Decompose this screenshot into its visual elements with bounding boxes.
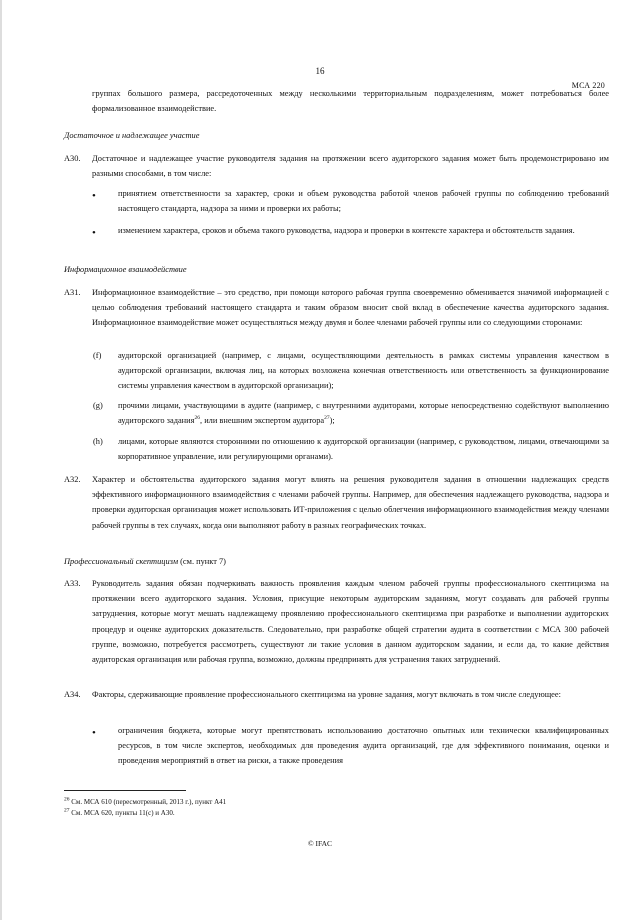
footnote-number-26: 26 (64, 796, 70, 803)
paragraph-label-a34: А34. (64, 690, 81, 699)
bullet-dot-icon: • (92, 190, 96, 202)
footnote-text-26: См. МСА 610 (пересмотренный, 2013 г.), пункт А41 (69, 798, 227, 806)
section-heading-skepticism-ref: (см. пункт 7) (178, 557, 226, 566)
document-code: МСА 220 (571, 81, 605, 90)
a34-bullet-1: ограничения бюджета, которые могут препятствовать использованию достаточно опытных или технически квалифицированных ресурсов, в том числе экспертов, необходимых для проведения аудита организаций, где для эффективного понимания, оценки и проведения мероприятий в ответ на риски, а также проведения (118, 726, 609, 766)
paragraph-a31: Информационное взаимодействие – это средство, при помощи которого рабочая группа своевременно обменивается значимой информацией с целью соблюдения требований настоящего стандарта и таким образом вносит свой вклад в обеспечение качества аудиторского задания. Информационное взаимодействие может осуществляться между двумя и более членами рабочей группы или со следующими сторонами: (92, 288, 609, 328)
list-item-h: лицами, которые являются сторонними по отношению к аудиторской организации (например, с руководством, лицами, отвечающими за корпоративное управление, или регулирующими органами). (118, 437, 609, 462)
paragraph-a30: Достаточное и надлежащее участие руководителя задания на протяжении всего аудиторского задания может быть продемонстрировано им разными способами, в том числе: (92, 154, 609, 179)
paragraph-a34: Факторы, сдерживающие проявление профессионального скептицизма на уровне задания, могут включать в том числе следующее: (92, 690, 561, 699)
a30-bullet-1: принятием ответственности за характер, сроки и объем руководства работой членов рабочей группы по соблюдению требований настоящего стандарта, надзора за ними и проверки их работы; (118, 189, 609, 214)
footnote-26 (64, 797, 226, 807)
section-heading-communication: Информационное взаимодействие (64, 265, 187, 274)
list-item-f: аудиторской организацией (например, с лицами, осуществляющими деятельность в рамках системы управления качеством в аудиторской организации, включая лиц, на которых возложена конечная ответственность или ответственность за функционирование системы управления качеством в аудиторской организации); (118, 351, 609, 391)
paragraph-label-a30: А30. (64, 154, 81, 163)
list-item-g (118, 398, 609, 428)
page-number: 16 (315, 66, 325, 76)
bullet-dot-icon: • (92, 727, 96, 739)
paragraph-label-a31: А31. (64, 288, 81, 297)
section-heading-skepticism (64, 554, 226, 569)
list-label-g: (g) (93, 401, 103, 410)
list-label-f: (f) (93, 351, 102, 360)
paragraph-label-a32: А32. (64, 475, 81, 484)
intro-paragraph: группах большого размера, рассредоточенных между несколькими территориальным подразделениям, может потребоваться более формализованное взаимодействие. (92, 89, 609, 114)
list-item-g-text-3: ); (329, 416, 335, 426)
page-footer: © IFAC (307, 839, 333, 848)
section-heading-involvement: Достаточное и надлежащее участие (64, 131, 200, 140)
a30-bullet-2: изменением характера, сроков и объема такого руководства, надзора и проверки в контексте характера и обстоятельств задания. (118, 226, 575, 235)
list-label-h: (h) (93, 437, 103, 446)
footnote-ref-27: 27 (324, 415, 330, 422)
paragraph-a32: Характер и обстоятельства аудиторского задания могут влиять на решения руководителя задания в отношении надлежащих средств эффективного информационного взаимодействия с членами рабочей группы. Например, для обеспечения надлежащего руководства, надзора и проверки аудиторская организация может использовать ИТ-приложения с целью облегчения информационного взаимодействия между членами рабочей группы в тех случаях, когда они выполняют работу в разных географических точках. (92, 475, 609, 530)
bullet-dot-icon: • (92, 227, 96, 239)
paragraph-label-a33: А33. (64, 579, 81, 588)
list-item-g-text-2: , или внешним экспертом аудитора (200, 416, 325, 426)
footnote-ref-26: 26 (194, 415, 200, 422)
list-item-g-text-1: прочими лицами, участвующими в аудите (например, с внутренними аудиторами, которые непосредственно содействуют выполнению аудиторского задания (118, 401, 609, 426)
footnote-27 (64, 808, 175, 818)
paragraph-a33: Руководитель задания обязан подчеркивать важность проявления каждым членом рабочей группы профессионального скептицизма на протяжении всего аудиторского задания. Условия, присущие некоторым аудиторским заданиям, могут создавать для рабочей группы затруднения, которые могут мешать надлежащему проявлению профессионального скептицизма при разработке и выполнении аудиторских процедур и оценке аудиторских доказательств. Следовательно, при разработке общей стратегии аудита в соответствии с МСА 300 рабочей группе, возможно, потребуется рассмотреть, существуют ли такие условия в данном аудиторском задании, и если да, то какие действия аудиторская организация или рабочая группа, возможно, должны предпринять для устранения таких затруднений. (92, 579, 609, 665)
footnote-number-27: 27 (64, 807, 70, 814)
footnote-separator (64, 790, 186, 791)
section-heading-skepticism-text: Профессиональный скептицизм (64, 557, 179, 566)
footnote-text-27: См. МСА 620, пункты 11(с) и А30. (69, 809, 175, 817)
